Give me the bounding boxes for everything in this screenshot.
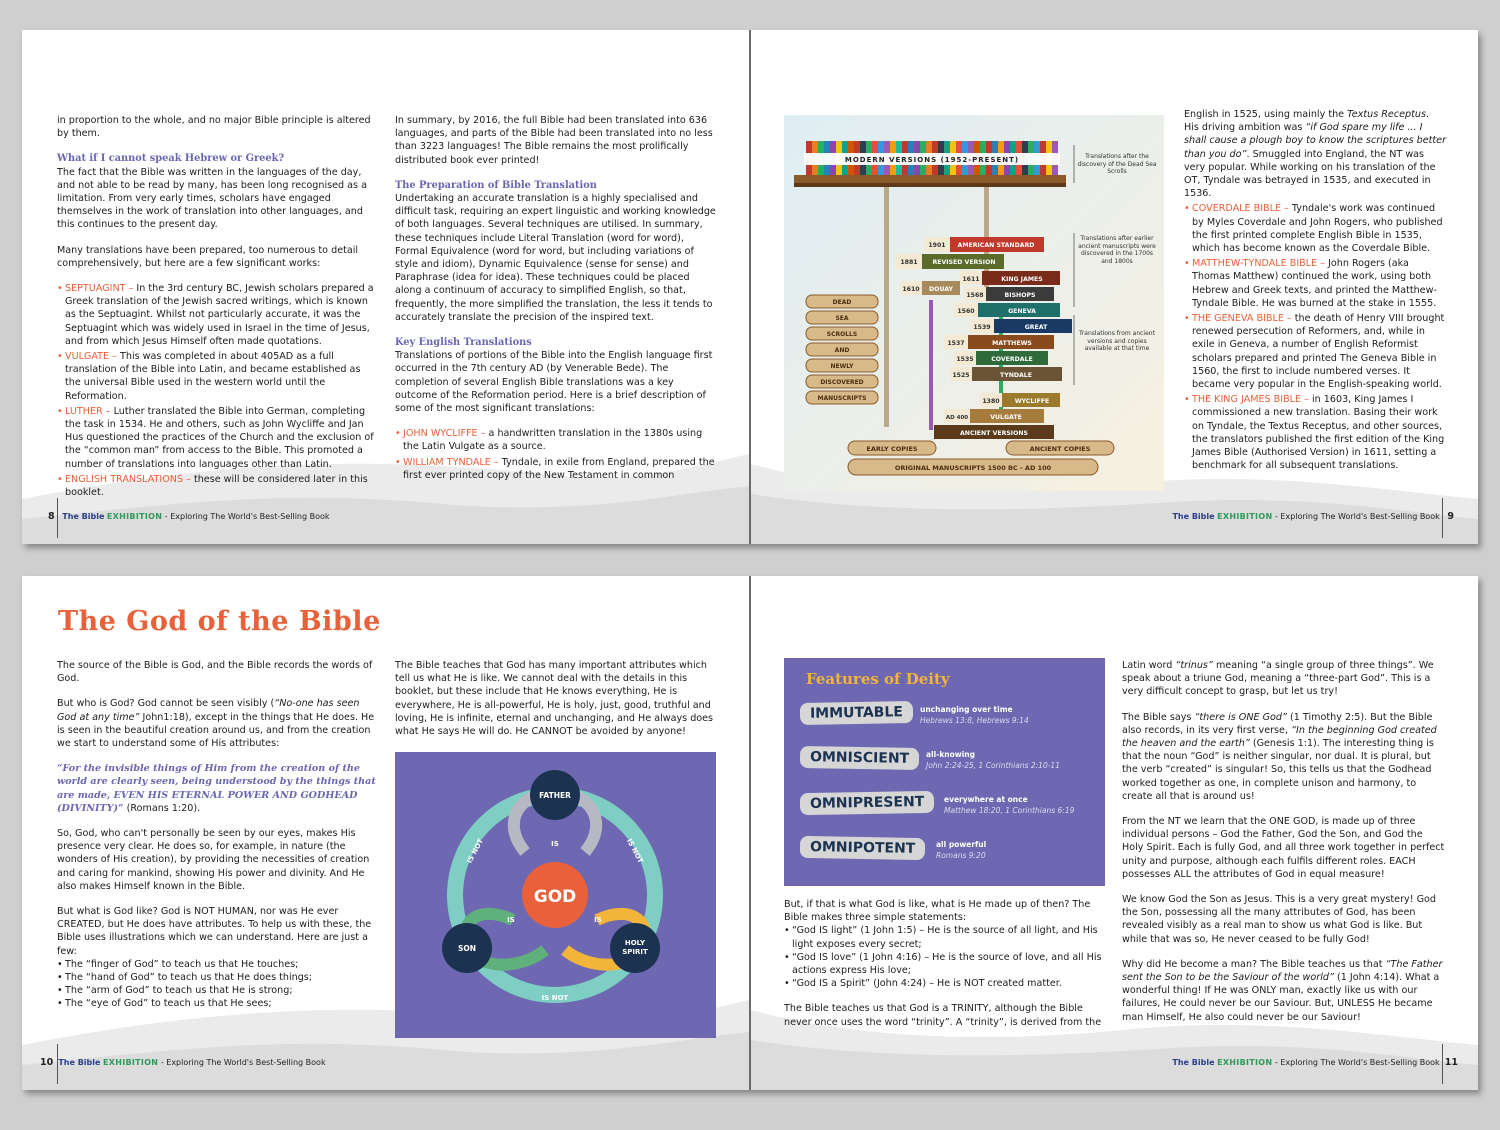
list-item	[57, 350, 377, 403]
paragraph: We know God the Son as Jesus. This is a very great mystery! God the Son, possessing all the many attributes of God, has been revealed visibly as a real man to show us what God is like. But while that was so, He never ceased to be fully God!	[1122, 894, 1436, 945]
scroll-label: MANUSCRIPTS	[817, 395, 867, 402]
paragraph: The Bible teaches us that God is a TRINITY, although the Bible never once uses the word “trinity”. A “trinity”, is derived from the	[784, 1003, 1102, 1028]
footer-subtitle: - Exploring The World's Best-Selling Book	[1272, 1058, 1440, 1067]
quote-text: “No-one has seen God at any time”	[57, 698, 360, 723]
deity-row	[800, 792, 1100, 837]
original-manuscripts-label: ORIGINAL MANUSCRIPTS 1500 BC - AD 100	[894, 464, 1052, 472]
scroll-label: SEA	[835, 315, 849, 322]
modern-books	[804, 141, 1060, 175]
list-item: • The “finger of God” to teach us that He touches;	[57, 958, 377, 971]
item-key: MATTHEW-TYNDALE BIBLE –	[1192, 258, 1325, 270]
attribute-word: OMNISCIENT	[800, 746, 920, 770]
heading: What if I cannot speak Hebrew or Greek?	[57, 153, 285, 165]
book-name: MATTHEWS	[992, 340, 1032, 347]
list-item: • The “eye of God” to teach us that He sees;	[57, 997, 377, 1010]
item-text: Tyndale, in exile from England, prepared the first ever printed copy of the New Testament in common	[403, 456, 715, 481]
item-key: LUTHER –	[65, 405, 111, 417]
book-year: 1560	[957, 308, 975, 315]
list-item: • “God IS a Spirit” (John 4:24) – He is NOT created matter.	[784, 977, 1106, 990]
list-item	[57, 473, 377, 499]
book-year: 1901	[928, 242, 946, 249]
page10-column2	[395, 659, 717, 750]
book-name: BISHOPS	[1004, 292, 1036, 299]
bible-list	[1184, 202, 1446, 472]
page-number: 11	[1444, 1057, 1458, 1068]
annotation-ancient-versions: Translations from ancient versions and copies available at that time	[1079, 330, 1155, 352]
is-label: IS	[594, 916, 602, 924]
list-item: • The “arm of God” to teach us that He is strong;	[57, 984, 377, 997]
paragraph: Translations of portions of the Bible into the English language first occurred in the 7th century AD (by Venerable Bede). The completion of several English Bible translations was a key outcome of the Reformation period. Here is a brief description of some of the most significant translations:	[395, 350, 713, 415]
god-is-list	[784, 924, 1106, 990]
item-key: SEPTUAGINT –	[65, 283, 134, 295]
item-text: Luther translated the Bible into German, completing the task in 1534. He and others, such as John Wycliffe and Jan Hus questioned the practices of the Church and the exclusion of the “common man” from access to the Bible. This promoted a number of translations into languages other than Latin.	[65, 405, 374, 470]
is-label: IS	[551, 840, 559, 848]
tyndale-paragraph	[1184, 108, 1446, 200]
book-year: 1611	[962, 276, 980, 283]
book-name: WYCLIFFE	[1014, 398, 1050, 405]
book-year: 1537	[947, 340, 965, 347]
attribute-description: all-knowing	[926, 750, 976, 759]
book-year: 1568	[966, 292, 984, 299]
paragraph: The Bible teaches that God has many important attributes which tell us what He is like. We cannot deal with the details in this booklet, but these include that He knows everything, He is everywhere, He is all-powerful, He is holy, just, good, truthful and loving, He is infinite, eternal and unchanging, and He always does what He says He will do. He CANNOT be avoided by anyone!	[395, 660, 714, 738]
deity-row	[800, 747, 1100, 792]
book-year: 1525	[952, 372, 970, 379]
is-label: IS	[507, 916, 515, 924]
item-text: This was completed in about 405AD as a full translation of the Bible into Latin, and became established as the universal Bible used in the western world until the Reformation.	[65, 351, 361, 402]
paragraph: But what is God like? God is NOT HUMAN, nor was He ever CREATED, but He does have attributes. To help us with these, the Bible uses illustrations which we can understand. Here are just a few:	[57, 906, 372, 957]
book-name: AMERICAN STANDARD	[957, 242, 1035, 249]
book-name: KING JAMES	[1001, 276, 1043, 283]
shelf	[794, 175, 1066, 183]
paragraph: The source of the Bible is God, and the Bible records the words of God.	[57, 660, 373, 685]
english-translation-list	[395, 427, 717, 482]
page10-column1	[57, 659, 377, 1011]
list-item: • “God IS love” (1 John 4:16) – He is the source of love, and all His actions express His love;	[784, 951, 1106, 977]
footer-exhibition: EXHIBITION	[106, 512, 163, 521]
page-number: 9	[1447, 511, 1454, 522]
paragraph: in proportion to the whole, and no major Bible principle is altered by them.	[57, 115, 371, 140]
trinity-diagram	[395, 752, 716, 1038]
page11-column1	[784, 898, 1106, 1041]
son-label: SON	[457, 944, 477, 953]
scroll-label: DISCOVERED	[820, 379, 864, 386]
text: (Genesis 1:1). The interesting thing is that the noun “God” is neither singular, nor dual. It is plural, but the verb “created” is singular! So, this tells us that the Godhead worked together as one, in complete unison and harmony, to create all that is around us!	[1122, 738, 1434, 802]
book-name: GREAT	[1024, 324, 1048, 331]
modern-versions-label: MODERN VERSIONS (1952-PRESENT)	[844, 156, 1020, 164]
text: Why did He become a man? The Bible teaches us that	[1122, 958, 1386, 970]
book-name: DOUAY	[929, 286, 953, 293]
list-item	[1184, 257, 1446, 310]
footer-right	[1172, 1057, 1458, 1068]
trinity-graphic	[395, 752, 716, 1038]
quote-text: “The Father sent the Son to be the Saviour of the world”	[1122, 958, 1443, 984]
heading: Key English Translations	[395, 337, 532, 349]
paragraph: In summary, by 2016, the full Bible had been translated into 636 languages, and parts of the Bible had been translated into no less than 3223 languages! The Bible remains the most prolifically distributed book ever printed!	[395, 115, 713, 166]
book-name: GENEVA	[1008, 308, 1036, 315]
book-name: COVERDALE	[991, 356, 1033, 363]
footer-brand: The Bible	[1172, 1058, 1215, 1067]
quote-reference: (Romans 1:20).	[123, 802, 201, 814]
holy-spirit-label: HOLY	[624, 939, 646, 947]
list-item	[1184, 393, 1446, 472]
heading: The Preparation of Bible Translation	[395, 179, 597, 191]
item-key: JOHN WYCLIFFE –	[403, 428, 486, 440]
scroll-label: SCROLLS	[826, 331, 858, 338]
paragraph	[57, 697, 377, 750]
list-item	[395, 427, 717, 453]
text: The Bible says	[1122, 711, 1195, 723]
paragraph	[1122, 711, 1446, 803]
paragraph: But, if that is what God is like, what is He made up of then? The Bible makes three simple statements:	[784, 899, 1091, 924]
footer-brand: The Bible	[62, 512, 105, 521]
deity-row	[800, 702, 1100, 747]
panel-title: Features of Deity	[806, 670, 950, 688]
paragraph: The fact that the Bible was written in the languages of the day, and not able to be read by many, has been long recognised as a limitation. From very early times, scholars have engaged themselves in the work of translation into other languages, and this continues to the present day.	[57, 166, 367, 231]
page11-column2	[1122, 659, 1446, 1036]
item-key: ENGLISH TRANSLATIONS –	[65, 473, 191, 485]
translation-list	[57, 282, 377, 499]
item-text: in 1603, King James I commissioned a new translation. Basing their work on Tyndale, the Textus Receptus, and other sources, the translators published the first edition of the King James Bible (Authorised Version) in 1611, setting a benchmark for all subsequent translations.	[1192, 394, 1445, 472]
page8-column1	[57, 114, 377, 501]
book-year: 1610	[902, 286, 920, 293]
footer-subtitle: - Exploring The World's Best-Selling Book	[158, 1058, 326, 1067]
ancient-copies-label: ANCIENT COPIES	[1029, 445, 1091, 453]
quote-text: “trinus”	[1175, 660, 1213, 671]
book-year: 1535	[956, 356, 974, 363]
book-name: TYNDALE	[1000, 372, 1032, 379]
text: (1 John 4:14). What a wonderful thing! If He was ONLY man, exactly like us with our failures, He could never be our Saviour. But, UNLESS He became man Himself, He also could never be our Saviour!	[1122, 972, 1440, 1023]
book-year: 1539	[973, 324, 991, 331]
early-copies-label: EARLY COPIES	[866, 445, 918, 453]
scroll-label: NEWLY	[830, 363, 854, 370]
book-name: REVISED VERSION	[932, 259, 996, 266]
text: meaning “a single group of three things”. We speak about a triune God, meaning a “three-part God”. This is a very difficult concept to grasp, but let us try!	[1122, 660, 1434, 698]
holy-spirit-label: SPIRIT	[622, 948, 648, 956]
attribute-reference: Romans 9:20	[936, 851, 986, 860]
list-item	[395, 456, 717, 482]
page9-column	[1184, 108, 1446, 474]
spread-pages-8-9	[22, 30, 1478, 544]
list-item: • The “hand of God” to teach us that He does things;	[57, 971, 377, 984]
footer-subtitle: - Exploring The World's Best-Selling Book	[1272, 512, 1440, 521]
item-text: these will be considered later in this booklet.	[65, 473, 368, 499]
annotation-ancient-manuscripts: Translations after earlier ancient manuscripts were discovered in the 1700s and 1800s	[1078, 235, 1156, 265]
spread-pages-10-11	[22, 576, 1478, 1090]
footer-right	[1172, 511, 1454, 522]
item-text: In the 3rd century BC, Jewish scholars prepared a Greek translation of the Jewish sacred writings, which is known as the Septuagint. Whilst not particularly accurate, it was the Septuagint which was widely used in Israel in the time of Jesus, and from which Jesus Himself often made quotations.	[65, 283, 374, 347]
book-year: AD 400	[945, 415, 969, 421]
annotation-dead-sea: Translations after the discovery of the Dead Sea Scrolls	[1077, 153, 1157, 175]
book-year: 1380	[982, 398, 1000, 405]
paragraph: Undertaking an accurate translation is a highly specialised and difficult task, requiring an expert linguistic and working knowledge of both languages. Several techniques are utilised. In summary, these techniques include Literal Translation (word for word), Formal Equivalence (word for word, but including variations of style and idiom), Dynamic Equivalence (sense for sense) and Paraphrase (idea for idea). These techniques could be placed along a continuum of accuracy to simplified English, so that, frequently, the more simplified the translation, the less it tends to accurately translate the precision of the inspired text.	[395, 193, 716, 323]
item-text: a handwritten translation in the 1380s using the Latin Vulgate as a source.	[403, 428, 703, 453]
book-name: ANCIENT VERSIONS	[959, 430, 1029, 437]
list-item	[57, 405, 377, 471]
attribute-word: IMMUTABLE	[800, 701, 913, 725]
book-year: 1881	[900, 259, 918, 266]
item-text: John Rogers (aka Thomas Matthew) continued the work, using both Hebrew and Greek texts, and printed the Matthew-Tyndale Bible. He was burned at the stake in 1555.	[1192, 258, 1437, 309]
paragraph: So, God, who can't personally be seen by our eyes, makes His presence very clear. He does so, for example, in nature (the wonders of His creation), by providing the necessities of creation and caring for mankind, showing His power and divinity. And He also makes Himself known in the Bible.	[57, 828, 370, 892]
attribute-reference: Matthew 18:20, 1 Corinthians 6:19	[944, 806, 1075, 815]
book-name: VULGATE	[990, 414, 1022, 421]
scroll-label: DEAD	[832, 299, 852, 306]
quote-text: “For the invisible things of Him from the creation of the world are clearly seen, being understood by the things that are made, EVEN HIS ETERNAL POWER AND GODHEAD (DIVINITY)”	[57, 763, 376, 814]
attribute-reference: Hebrews 13:8, Hebrews 9:14	[920, 716, 1029, 725]
quote-text: “In the beginning God created the heaven and the earth”	[1122, 724, 1437, 750]
features-of-deity-panel	[784, 658, 1105, 886]
page-spine	[749, 30, 751, 544]
item-key: WILLIAM TYNDALE –	[403, 456, 499, 468]
footer-left	[48, 511, 330, 522]
quote-text: “there is ONE God”	[1194, 711, 1287, 723]
attribute-description: all powerful	[936, 840, 987, 849]
text: . Smuggled into England, the NT was very popular. While working on his translation of the OT, Tyndale was betrayed in 1535, and executed in 1536.	[1184, 148, 1436, 200]
father-label: FATHER	[539, 791, 571, 800]
text: English in 1525, using mainly the	[1184, 109, 1348, 120]
paragraph	[1122, 958, 1446, 1024]
footer-left	[40, 1057, 326, 1068]
footer-exhibition: EXHIBITION	[102, 1058, 159, 1067]
deity-row	[800, 837, 1100, 882]
item-key: THE KING JAMES BIBLE –	[1192, 394, 1309, 406]
dead-sea-scroll-stack	[806, 295, 878, 404]
deity-list	[800, 702, 1100, 882]
romans-quote	[57, 762, 377, 815]
attribute-reference: John 2:24-25, 1 Corinthians 2:10-11	[926, 761, 1060, 770]
list-item	[1184, 312, 1446, 391]
text: . His driving ambition was	[1184, 109, 1430, 134]
attribute-word: OMNIPRESENT	[800, 791, 935, 815]
scroll-label: AND	[834, 347, 850, 354]
quote-text: “if God spare my life ... I shall cause a plough boy to know the scriptures better than you do”	[1184, 122, 1447, 160]
page-number: 8	[48, 511, 55, 522]
paragraph: From the NT we learn that the ONE GOD, is made up of three individual persons – God the Father, God the Son, and God the Holy Spirit. Each is fully God, and all three work together in perfect unity and purpose, although each fulfils different roles. EACH possesses ALL the attributes of God in equal measure!	[1122, 816, 1445, 880]
text: (1 Timothy 2:5). But the Bible also records, in its very first verse,	[1122, 711, 1433, 736]
illustration-list	[57, 958, 377, 1011]
page8-column2	[395, 114, 717, 484]
item-key: THE GENEVA BIBLE –	[1192, 313, 1292, 325]
paragraph: Many translations have been prepared, too numerous to detail comprehensively, but here are a few significant works:	[57, 244, 359, 269]
is-not-label: IS NOT	[465, 837, 486, 865]
list-item	[1184, 202, 1446, 255]
list-item	[57, 282, 377, 348]
attribute-description: everywhere at once	[944, 795, 1028, 804]
footer-exhibition: EXHIBITION	[1217, 512, 1273, 521]
text: But who is God? God cannot be seen visibly (	[57, 698, 275, 710]
item-text: the death of Henry VIII brought renewed persecution of Reformers, and, while in exile in Geneva, a number of English Reformist scholars prepared and printed The Geneva Bible in 1560, the first to include numbered verses. It became very popular in the English-speaking world.	[1192, 313, 1445, 391]
is-not-label: IS NOT	[624, 837, 645, 865]
text: John1:18), except in the things that He does. He is seen in the beautiful creation around us, and from the creation we start to understand some of His attributes:	[57, 711, 375, 750]
item-text: Tyndale's work was continued by Myles Coverdale and John Rogers, who published the first printed complete English Bible in 1535, which has become known as the Coverdale Bible.	[1192, 203, 1443, 255]
god-label: GOD	[533, 887, 577, 907]
footer-brand: The Bible	[58, 1058, 101, 1067]
item-key: VULGATE –	[65, 351, 117, 363]
footer-exhibition: EXHIBITION	[1217, 1058, 1273, 1067]
page-spine	[749, 576, 751, 1090]
list-item: • “God IS light” (1 John 1:5) – He is the source of all light, and His light exposes every secret;	[784, 924, 1106, 950]
bookshelf-graphic	[784, 115, 1164, 491]
text: Latin word	[1122, 660, 1176, 671]
is-not-label: IS NOT	[541, 994, 569, 1002]
text: Textus Receptus	[1347, 109, 1426, 120]
page-title: The God of the Bible	[58, 606, 381, 637]
footer-subtitle: - Exploring The World's Best-Selling Book	[162, 512, 330, 521]
paragraph	[1122, 659, 1446, 699]
item-key: COVERDALE BIBLE –	[1192, 203, 1289, 215]
attribute-word: OMNIPOTENT	[800, 836, 926, 860]
attribute-description: unchanging over time	[920, 705, 1013, 714]
page-number: 10	[40, 1057, 54, 1068]
footer-brand: The Bible	[1172, 512, 1215, 521]
bible-versions-illustration	[784, 115, 1164, 491]
